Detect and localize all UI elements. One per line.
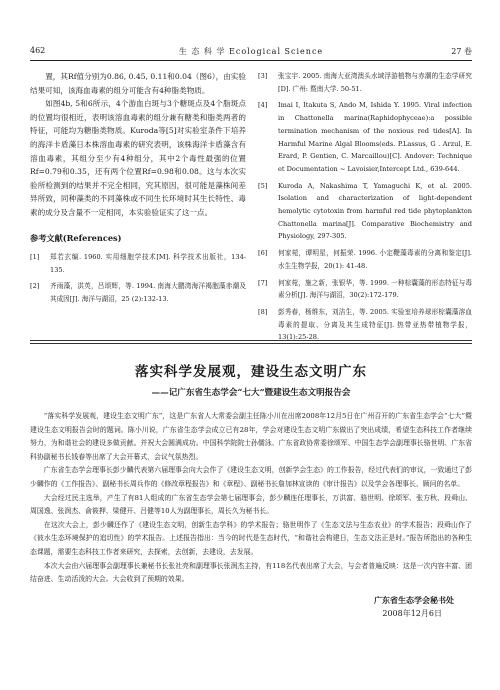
article-title: 落实科学发展观，建设生态文明广东	[135, 364, 367, 380]
reference-number: [5]	[258, 181, 268, 190]
article-paragraph: 广东省生态学会理事长彭少麟代表第六届理事会向大会作了《建设生态文明，创新学会生态》的工作报告，经过代表们的审议，一致通过了彭少麟作的《工作报告》、副秘书长周兵作的《修改章程报告》和《章程》、副秘书长詹加林宣读的《审计报告》以及学会各理事长、顾问的名单。	[30, 466, 472, 488]
signature-organization: 广东省生态学会秘书处	[374, 594, 454, 605]
journal-name: 生 态 科 学 Ecological Science	[178, 47, 324, 56]
reference-number: [2]	[30, 282, 40, 291]
volume-label: 27 卷	[451, 47, 472, 56]
reference-number: [8]	[258, 307, 268, 316]
signature-date: 2008年12月6日	[382, 608, 442, 618]
article-paragraph: “落实科学发展观，建设生态文明广东”，这是广东省人大常委会副主任陈小川在出席2008年12月5日在广州召开的广东省生态学会“七大”暨建设生态文明报告会时的题词。陈小川说，广东省生态学会成立已有28年，学会对建设生态文明广东做出了突出成绩，希望生态科技工作者继续努力，为和谐社会的建设多做贡献。并祝大会圆满成功。中国科学院院士孙儒泳、广东省政协常委徐颂军、中国生态学会副理事长骆世明、广东省科协副秘书长钱春等出席了大会开幕式，会议气氛热烈。	[30, 412, 472, 461]
article-paragraph: 大会经过民主选举，产生了有81人组成的广东省生态学会第七届理事会，彭少麟连任理事长，万洪富、骆世明、徐颂军、张方秋、段舜山、周国逸、张润杰、俞筱押、梁健开、吕健等10人为副理事长，周长久为秘书长。	[30, 493, 472, 516]
body-paragraph: 如图4b, 5和6所示，4个游血白斑与3个糖斑点及4个脂斑点的位置均很相近，表明该溶血毒素的组分兼有糖类和脂类两者的特征，可能均为糖脂类物质。Kuroda等[5]对实验室条件下培养的海洋卡盾藻日本株溶血毒素的研究表明，该株海洋卡盾藻含有溶血毒素，其组分至少有4种组分，其中2个毒性最强的位置Rf=0.79和0.35，还有两个位置Rf=0.98和0.08。这与本次实验所检测到的结果并不完全相同，究其原因，很可能是藻株间差异所致，同种藻类的不同藻株或不同生长环境时其生长特性、毒素的成分及含量不一定相同，本实验验证实了这一点。	[30, 99, 246, 217]
reference-item	[258, 99, 472, 175]
body-paragraph: 置，其Rf值分别为0.86, 0.45, 0.11和0.04（图6），由实验结果可知，该海血毒素的组分可能含有4种脂类物质。	[30, 72, 246, 95]
reference-number: [4]	[258, 101, 268, 110]
reference-text: 张宝宇. 2005. 南海大亚湾澳头水域浮游植物与赤潮的生态学研究[D]. 广州: 暨南大学. 50-51.	[278, 72, 472, 93]
reference-number: [6]	[258, 249, 268, 258]
reference-number: [7]	[258, 278, 268, 287]
article-paragraph: 在这次大会上，彭少麟还作了《建设生态文明，创新生态学科》的学术报告；骆世明作了《生态文法与生态农业》的学术报告；段舜山作了《彼水生态环境保护的追切性》的学术报告。上述报告指出：当今的时代是生态时代，“和谐社会构建日，生态文法正是时。”报告所指出的各种生态课题，需要生态科技工作者来研究，去探索，去创新，去建设，去发展。	[30, 520, 472, 556]
right-column	[258, 70, 472, 348]
reference-number: [3]	[258, 72, 268, 80]
reference-text: Kuroda A, Nakashima T, Yamaguchi K, et al. 2005. Isolation and characterization of light-dependent hemolytic cytotoxin from harmful red tide phytoplankton Chattonella marina[J]. Comparative Biochemistry and Physiology, 297-305.	[278, 181, 472, 241]
reference-number: [1]	[30, 253, 40, 262]
reference-item	[258, 180, 472, 244]
section-divider	[30, 340, 472, 341]
reference-item	[258, 247, 472, 272]
article-body	[30, 410, 472, 587]
reference-text: 彭秀春，杨维东，刘洁生，等. 2005. 实验室培养球形棕囊藻溶血毒素的提取、分离及其生成特征[J]. 热带亚热带植物学报，13(1):25-28.	[278, 307, 472, 342]
reference-text: 郑若玄编. 1960. 实用细胞学技术[M]. 科学技术出版社，134-135.	[50, 253, 246, 274]
article-paragraph: 本次大会由六届理事会副理事长兼秘书长张社亮和副理事长张润杰主持，有118名代表出席了大会，与会者普遍反映：这是一次内容丰富、团结奋进、生动活泼的大会。大会收到了预期的效果。	[30, 561, 472, 584]
reference-item	[258, 70, 472, 95]
reference-item	[30, 251, 246, 276]
references-heading: 参考文献(References)	[30, 232, 122, 243]
reference-text: 齐雨藻，洪英，吕颂辉，等. 1994. 南海大鹏湾海洋褐胞藻赤潮及其成因[J]. 海洋与湖沼，25 (2):132-13.	[50, 282, 246, 303]
reference-text: 何家菀，施之新，张银华，等. 1999. 一种棕囊藻的形态特征与毒素分析[J]. 海洋与湖沼，30(2):172-179.	[278, 278, 472, 300]
page-number: 462	[30, 46, 46, 55]
section-divider	[30, 343, 472, 344]
reference-text: 何家菀，谭明星，何振荣. 1996. 小定鞭藻毒素的分离和鉴定[J]. 水生生物学报，20(1): 41-48.	[278, 249, 472, 270]
page-header	[30, 44, 472, 61]
reference-item	[30, 280, 246, 305]
left-column	[30, 70, 246, 309]
article-subtitle: ——记广东省生态学会“七大”暨建设生态文明报告会	[151, 388, 351, 398]
news-article	[30, 360, 472, 619]
reference-item	[258, 277, 472, 302]
reference-item	[258, 306, 472, 344]
reference-text: Imai I, Itakuta S, Ando M, Ishida Y. 1995. Viral infection in Chattonella marina(Raphidophyceae):a possible termination mechanism of the noxious red tides[A]. In Harmful Marine Algal Blooms(eds. P.Lassus, G . Arzul, E. Erard, P. Gentien, C. Marcaillou)[C]. Andover: Technique et Documentation ~ Lavoisier,Intercept Ltd., 639-644.	[278, 101, 472, 173]
